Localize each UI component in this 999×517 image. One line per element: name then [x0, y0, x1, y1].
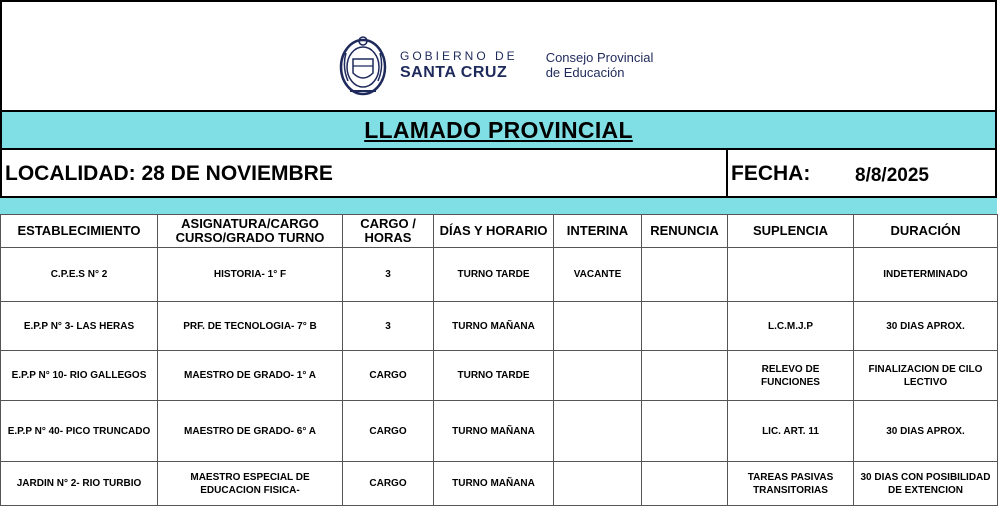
table-cell: CARGO — [343, 462, 434, 506]
table-cell: LIC. ART. 11 — [728, 401, 854, 462]
table-cell: 30 DIAS APROX. — [854, 401, 998, 462]
table-header-row — [1, 215, 998, 248]
table-cell: MAESTRO DE GRADO- 6° A — [158, 401, 343, 462]
table-cell — [554, 302, 642, 351]
table-cell — [554, 351, 642, 401]
table-cell: TURNO MAÑANA — [434, 462, 554, 506]
government-line-1: GOBIERNO DE — [400, 48, 518, 63]
table-cell: JARDIN N° 2- RIO TURBIO — [1, 462, 158, 506]
location-date-row — [0, 150, 997, 198]
page-title: LLAMADO PROVINCIAL — [364, 116, 633, 143]
table-cell: TAREAS PASIVAS TRANSITORIAS — [728, 462, 854, 506]
table-cell: VACANTE — [554, 248, 642, 302]
table-row — [1, 248, 998, 302]
table-cell — [642, 351, 728, 401]
table-cell: TURNO MAÑANA — [434, 302, 554, 351]
fecha-label: FECHA: — [731, 162, 811, 185]
council-name — [546, 50, 654, 80]
title-bar — [0, 110, 997, 150]
table-cell — [642, 462, 728, 506]
table-cell: 3 — [343, 248, 434, 302]
table-cell: CARGO — [343, 351, 434, 401]
table-cell: TURNO TARDE — [434, 351, 554, 401]
column-header-dias-horario: DÍAS Y HORARIO — [434, 215, 554, 248]
table-row — [1, 302, 998, 351]
table-cell — [554, 401, 642, 462]
localidad-label: LOCALIDAD: 28 DE NOVIEMBRE — [5, 162, 333, 185]
table-row — [1, 462, 998, 506]
table-row — [1, 351, 998, 401]
table-cell: E.P.P N° 40- PICO TRUNCADO — [1, 401, 158, 462]
column-header-interina: INTERINA — [554, 215, 642, 248]
divider — [726, 150, 728, 196]
table-cell: TURNO MAÑANA — [434, 401, 554, 462]
table-cell: E.P.P N° 3- LAS HERAS — [1, 302, 158, 351]
table-cell: 30 DIAS CON POSIBILIDAD DE EXTENCION — [854, 462, 998, 506]
table-cell — [642, 302, 728, 351]
table-cell: MAESTRO ESPECIAL DE EDUCACION FISICA- — [158, 462, 343, 506]
table-cell — [642, 248, 728, 302]
table-cell: RELEVO DE FUNCIONES — [728, 351, 854, 401]
table-cell: TURNO TARDE — [434, 248, 554, 302]
column-header-duracion: DURACIÓN — [854, 215, 998, 248]
column-header-renuncia: RENUNCIA — [642, 215, 728, 248]
table-cell: E.P.P N° 10- RIO GALLEGOS — [1, 351, 158, 401]
table-cell: INDETERMINADO — [854, 248, 998, 302]
government-line-2: SANTA CRUZ — [400, 63, 508, 81]
table-cell: L.C.M.J.P — [728, 302, 854, 351]
accent-spacer — [0, 198, 997, 214]
table-cell — [642, 401, 728, 462]
column-header-establecimiento: ESTABLECIMIENTO — [1, 215, 158, 248]
table-cell: 3 — [343, 302, 434, 351]
table-row — [1, 401, 998, 462]
council-line-1: Consejo Provincial — [545, 50, 654, 65]
header — [0, 0, 997, 110]
vacancies-table — [0, 214, 998, 506]
table-cell: HISTORIA- 1° F — [158, 248, 343, 302]
fecha-value: 8/8/2025 — [855, 165, 929, 186]
table-cell: 30 DIAS APROX. — [854, 302, 998, 351]
logo — [336, 29, 653, 101]
table-cell — [728, 248, 854, 302]
table-cell: MAESTRO DE GRADO- 1° A — [158, 351, 343, 401]
table-cell: PRF. DE TECNOLOGIA- 7° B — [158, 302, 343, 351]
provincial-seal-icon — [336, 29, 390, 101]
government-name — [400, 49, 518, 82]
column-header-cargo-horas: CARGO / HORAS — [343, 215, 434, 248]
column-header-asignatura: ASIGNATURA/CARGO CURSO/GRADO TURNO — [158, 215, 343, 248]
table-cell — [554, 462, 642, 506]
column-header-suplencia: SUPLENCIA — [728, 215, 854, 248]
council-line-2: de Educación — [545, 65, 625, 80]
table-cell: C.P.E.S N° 2 — [1, 248, 158, 302]
table-cell: CARGO — [343, 401, 434, 462]
table-cell: FINALIZACION DE CILO LECTIVO — [854, 351, 998, 401]
